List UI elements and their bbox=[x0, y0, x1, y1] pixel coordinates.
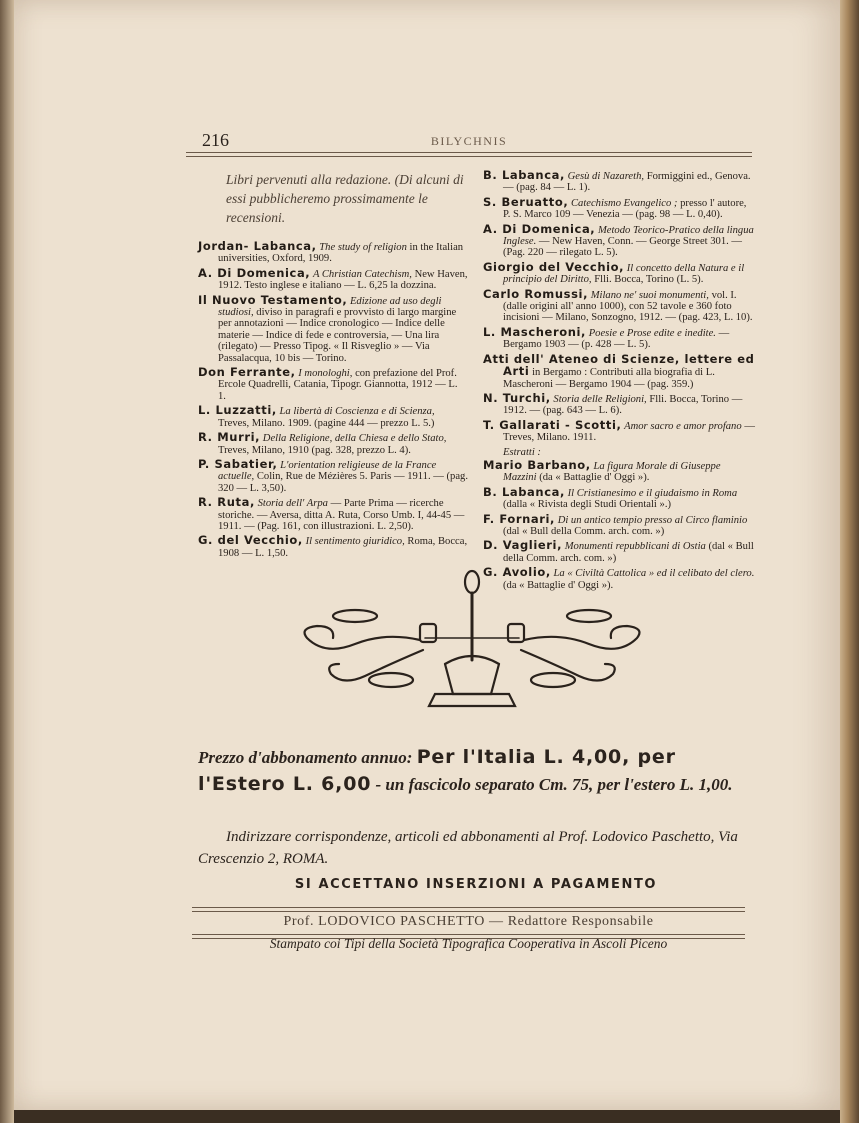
book-details: — Bergamo 1903 — (p. 428 — L. 5). bbox=[503, 327, 730, 351]
next-page-edge bbox=[840, 0, 859, 1123]
left-spout bbox=[420, 624, 436, 642]
book-author: T. Gallarati - Scotti, bbox=[483, 417, 622, 432]
book-title: Amor sacro e amor profano bbox=[624, 420, 742, 432]
printer-line: Stampato coi Tipi della Società Tipografica Cooperativa in Ascoli Piceno bbox=[269, 936, 668, 951]
book-details: diviso in paragrafi e provvisto di largo margine per annotazioni — Indice cronologico — Indice delle materie — Indice di fede e controversia, — Una lira (rilegato) — Presso Tipog. « Il Risveglio » — Via Passalacqua, 10 bis — Torino. bbox=[218, 307, 457, 364]
book-details: Flli. Bocca, Torino — 1912. — (pag. 643 — L. 6). bbox=[503, 393, 743, 417]
book-entry bbox=[198, 292, 468, 364]
book-title: L'orientation religieuse de la France actuelle, bbox=[218, 459, 437, 483]
book-details: (da « Battaglie d' Oggi »). bbox=[503, 579, 614, 591]
right-flourish bbox=[567, 610, 611, 622]
lamp-ring bbox=[465, 571, 479, 593]
book-entry bbox=[483, 417, 755, 444]
lamp-neck bbox=[445, 664, 499, 694]
book-details: Roma, Bocca, 1908 — L. 1,50. bbox=[218, 536, 468, 559]
book-details: vol. I. (dalle origini all' anno 1000), con 52 tavole e 360 foto incisioni — Milano, Sonzogno, 1912. — (pag. 423, L. 10). bbox=[503, 289, 753, 324]
right-scroll bbox=[524, 626, 639, 649]
book-author: B. Labanca, bbox=[483, 484, 565, 499]
book-details: New Haven, 1912. Testo inglese e italiano — L. 6,25 la dozzina. bbox=[218, 268, 468, 292]
intro-note: Libri pervenuti alla redazione. (Di alcuni di essi pubblicheremo prossimamente le recensioni. bbox=[226, 172, 464, 225]
book-details: (dal « Bull della Comm. arch. com. ») bbox=[503, 525, 665, 537]
book-entry bbox=[198, 405, 468, 429]
book-entry bbox=[483, 286, 755, 324]
book-entry bbox=[483, 540, 755, 564]
book-title: Poesie e Prose edite e inedite. bbox=[588, 327, 716, 339]
book-author: Carlo Romussi, bbox=[483, 286, 589, 301]
book-title: Milano ne' suoi monumenti, bbox=[590, 289, 709, 301]
book-entry bbox=[483, 170, 755, 194]
book-author: L. Luzzatti, bbox=[198, 403, 277, 418]
book-title: Storia dell' Arpa bbox=[257, 498, 328, 510]
binding-edge bbox=[0, 0, 14, 1123]
book-details: (dal « Bull della Comm. arch. com. ») bbox=[503, 541, 754, 564]
book-entry bbox=[483, 324, 755, 351]
oil-lamp-ornament bbox=[295, 568, 649, 718]
book-entry bbox=[483, 457, 755, 484]
book-entry bbox=[198, 367, 468, 402]
book-author: Giorgio del Vecchio, bbox=[483, 259, 625, 274]
editor-line: Prof. LODOVICO PASCHETTO — Redattore Responsabile bbox=[283, 914, 654, 929]
book-author: Il Nuovo Testamento, bbox=[198, 292, 348, 307]
book-author: A. Di Domenica, bbox=[483, 221, 596, 236]
book-author: Don Ferrante, bbox=[198, 365, 296, 380]
book-author: G. del Vecchio, bbox=[198, 533, 303, 548]
book-title: Storia delle Religioni, bbox=[553, 393, 647, 405]
extracts-label: Estratti : bbox=[503, 446, 541, 458]
lamp-base bbox=[429, 694, 515, 706]
book-details: Flli. Bocca, Torino (L. 5). bbox=[594, 274, 704, 286]
book-details: — Parte Prima — ricerche storiche. — Aversa, ditta A. Ruta, Corso Umb. I, 44-45 — 1911. — (Pag. 161, con illustrazioni. L. 2,50). bbox=[218, 498, 465, 532]
book-author: L. Mascheroni, bbox=[483, 324, 587, 339]
left-swirl bbox=[369, 673, 413, 687]
book-details: in Bergamo : Contributi alla biografia di L. Mascheroni — Bergamo 1904 — (pag. 359.) bbox=[503, 367, 715, 390]
book-entry bbox=[198, 432, 468, 456]
book-author: B. Labanca, bbox=[483, 168, 565, 182]
book-entry bbox=[198, 265, 468, 292]
book-title: Il concetto della Natura e il principio del Diritto, bbox=[503, 262, 745, 286]
book-title: Il Cristianesimo e il giudaismo in Roma bbox=[567, 487, 738, 499]
book-entry bbox=[483, 484, 755, 511]
book-title: Della Religione, della Chiesa e dello Stato, bbox=[262, 433, 447, 445]
book-title: I monologhi, bbox=[298, 368, 353, 380]
footer-rule-top bbox=[192, 907, 745, 912]
book-details: presso l' autore, P. S. Marco 109 — Venezia — (pag. 98 — L. 0,40). bbox=[503, 197, 747, 221]
book-details: — New Haven, Conn. — George Street 301. — (Pag. 220 — rilegato L. 5). bbox=[503, 236, 743, 259]
subscription-price bbox=[198, 744, 754, 798]
book-title: La figura Morale di Giuseppe Mazzini bbox=[503, 460, 721, 484]
right-swirl bbox=[531, 673, 575, 687]
book-details: — Treves, Milano. 1911. bbox=[503, 420, 755, 444]
book-author: D. Vaglieri, bbox=[483, 538, 563, 553]
book-entry bbox=[198, 535, 468, 559]
book-author: A. Di Domenica, bbox=[198, 265, 311, 280]
right-spout bbox=[508, 624, 524, 642]
book-entry bbox=[198, 241, 468, 265]
advertising-notice: SI ACCETTANO INSERZIONI A PAGAMENTO bbox=[294, 877, 658, 892]
book-entry bbox=[198, 497, 468, 532]
book-author: R. Ruta, bbox=[198, 495, 255, 510]
header-rule bbox=[186, 152, 752, 157]
left-book-list bbox=[198, 241, 468, 559]
book-title: La libertà di Coscienza e di Scienza, bbox=[279, 406, 435, 418]
book-author: Atti dell' Ateneo di Scienze, lettere ed Arti bbox=[483, 351, 755, 379]
book-entry bbox=[483, 511, 755, 538]
book-title: A Christian Catechism, bbox=[312, 268, 412, 280]
book-author: P. Sabatier, bbox=[198, 456, 278, 471]
book-entry bbox=[483, 194, 755, 221]
book-author: N. Turchi, bbox=[483, 390, 551, 405]
books-left-column bbox=[198, 170, 468, 562]
price-italy-abroad: Per l'Italia L. 4,00, per l'Estero L. 6,00 bbox=[198, 746, 676, 795]
right-book-list bbox=[483, 170, 755, 444]
book-details: in the Italian universities, Oxford, 1909. bbox=[218, 242, 464, 265]
book-details: (dalla « Rivista degli Studi Orientali ».) bbox=[503, 499, 671, 511]
book-entry bbox=[483, 351, 755, 390]
price-single-issue: - un fascicolo separato Cm. 75, per l'estero L. 1,00. bbox=[375, 775, 733, 794]
left-flourish bbox=[333, 610, 377, 622]
book-details: Formiggini ed., Genova. — (pag. 84 — L. 1). bbox=[503, 171, 751, 194]
book-title: The study of religion bbox=[319, 242, 407, 253]
book-author: G. Avolio, bbox=[483, 565, 551, 580]
book-details: Treves, Milano. 1909. (pagine 444 — prezzo L. 5.) bbox=[218, 417, 435, 429]
page-number: 216 bbox=[202, 130, 229, 150]
book-entry bbox=[483, 390, 755, 417]
book-title: Di un antico tempio presso al Circo flaminio bbox=[557, 514, 748, 526]
book-author: F. Fornari, bbox=[483, 511, 556, 526]
book-author: S. Beruatto, bbox=[483, 194, 569, 209]
book-details: Colin, Rue de Mézières 5. Paris — 1911. — (pag. 320 — L. 3,50). bbox=[218, 471, 468, 494]
running-title: BILYCHNIS bbox=[430, 134, 508, 148]
book-entry bbox=[483, 259, 755, 286]
book-title: Edizione ad uso degli studiosi, bbox=[218, 295, 442, 319]
price-label: Prezzo d'abbonamento annuo: bbox=[198, 748, 413, 767]
running-header bbox=[186, 130, 752, 156]
book-title: Gesù di Nazareth, bbox=[567, 171, 645, 182]
book-title: Monumenti repubblicani di Ostia bbox=[564, 541, 706, 553]
book-entry bbox=[198, 456, 468, 494]
book-title: La « Civiltà Cattolica » ed il celibato del clero. bbox=[553, 568, 755, 580]
book-entry bbox=[483, 221, 755, 259]
book-author: Jordan- Labanca, bbox=[198, 239, 317, 253]
book-title: Catechismo Evangelico ; bbox=[570, 197, 678, 209]
left-scroll bbox=[305, 626, 420, 649]
book-author: Mario Barbano, bbox=[483, 457, 591, 472]
book-title: Metodo Teorico-Pratico della lingua Inglese. bbox=[503, 224, 754, 248]
book-title: Il sentimento giuridico, bbox=[305, 536, 405, 548]
book-details: Treves, Milano, 1910 (pag. 328, prezzo L. 4). bbox=[218, 444, 411, 456]
book-details: con prefazione del Prof. Ercole Quadrelli, Catania, Tipogr. Giannotta, 1912 — L. 1. bbox=[218, 368, 458, 402]
books-right-column bbox=[483, 170, 755, 594]
book-author: R. Murri, bbox=[198, 430, 261, 445]
correspondence-address: Indirizzare corrispondenze, articoli ed abbonamenti al Prof. Lodovico Paschetto, Via Crescenzio 2, ROMA. bbox=[198, 829, 738, 867]
book-details: (da « Battaglie d' Oggi »). bbox=[539, 472, 650, 484]
